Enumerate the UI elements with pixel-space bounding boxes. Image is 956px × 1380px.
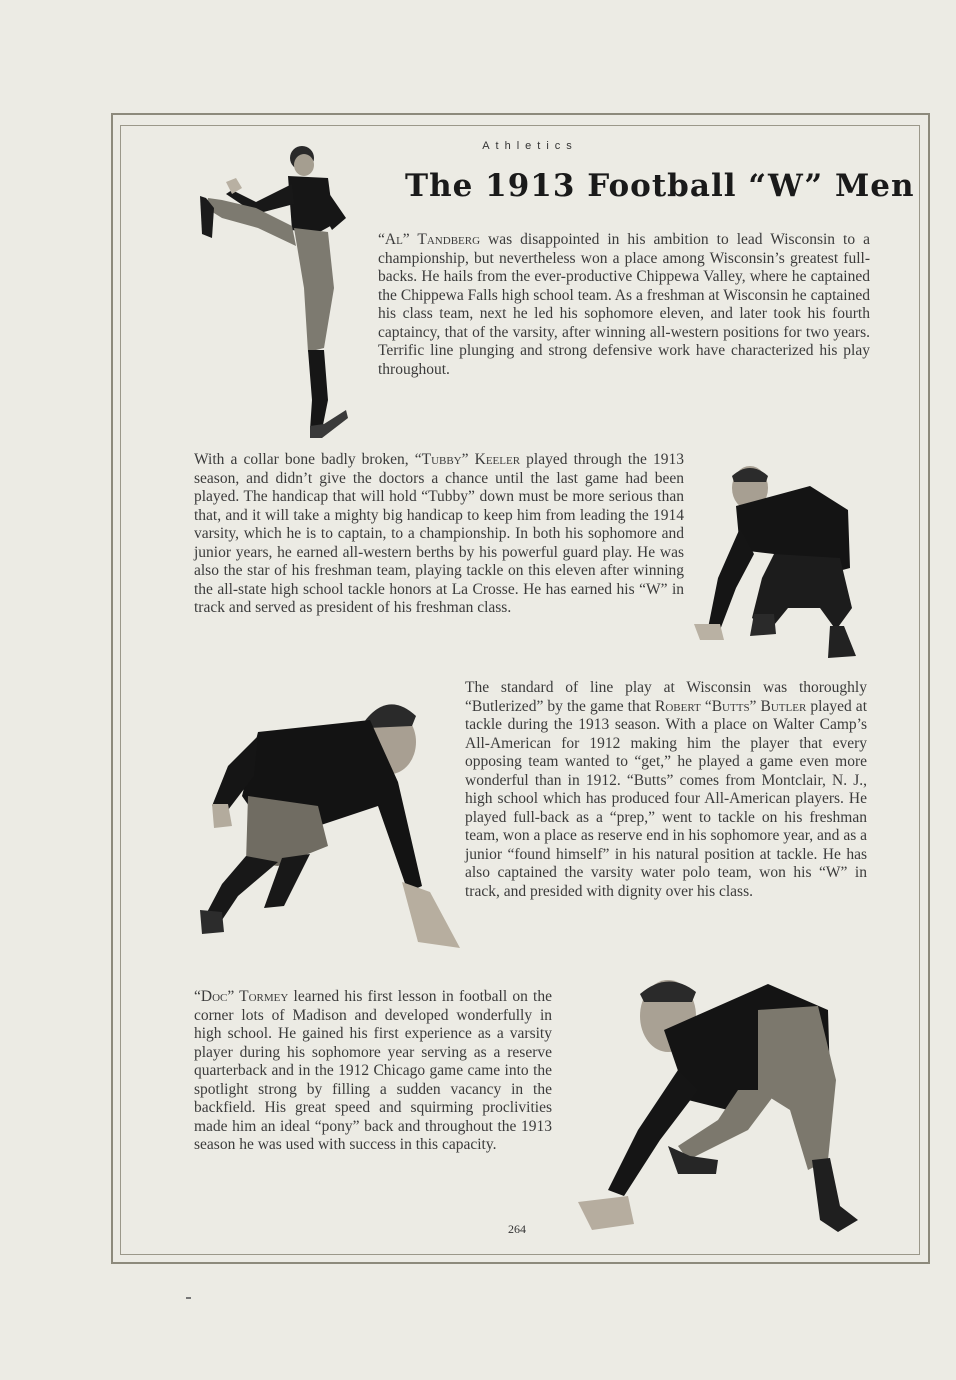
paper-speck — [186, 1297, 191, 1299]
keeler-text: played through the 1913 season, and didn’t give the doctors a chance until the last game had been played. The handicap that will hold “Tubby” down must be more serious than that, and it will take a mighty big handicap to keep him from leading the 1914 varsity, which he is to captain, to a championship. In both his sophomore and junior years, he earned all-western berths by his powerful guard play. He was also the star of his freshman team, playing tackle on this eleven after winning the all-state high school tackle honors at La Crosse. He has earned his “W” in track and served as president of his freshman class. — [194, 451, 684, 616]
keeler-photo — [690, 458, 870, 668]
tandberg-text: was disappointed in his ambition to lead Wisconsin to a championship, but nevertheless won a place among Wisconsin’s greatest full-backs. He hails from the ever-productive Chippewa Valley, where he captained the Chippewa Falls high school team. As a freshman at Wisconsin he captained his class team, next he led his sophomore eleven, and later took his fourth captaincy, that of the varsity, after winning all-western positions for two years. Terrific line plunging and strong defensive work have characterized his play throughout. — [378, 231, 870, 378]
tandberg-photo — [196, 138, 356, 443]
butler-photo — [198, 686, 460, 958]
tormey-photo — [568, 970, 868, 1240]
butler-lead: The standard of line play at Wisconsin was thoroughly “Butlerized” by the game that — [465, 679, 867, 715]
tandberg-paragraph — [378, 231, 870, 379]
butler-text: played at tackle during the 1913 season. With a place on Walter Camp’s All-American for 1912 making him the player that every opposing team wanted to “get,” he played a game even more wonderful than in 1912. “Butts” comes from Montclair, N. J., high school which has produced four All-American players. He played full-back as a “prep,” went to tackle on his freshman team, won a place as reserve end in his sophomore year, and as a junior “found himself” in his natural position at tackle. He has also captained the varsity water polo team, won his “W” in track, and presided with dignity over his class. — [465, 697, 867, 900]
tandberg-name: “Al” Tandberg — [378, 231, 481, 248]
page-number: 264 — [508, 1222, 526, 1236]
tormey-paragraph — [194, 988, 552, 1155]
section-header: Athletics — [482, 140, 578, 152]
page-title: The 1913 Football “W” Men — [405, 168, 915, 204]
keeler-name: “Tubby” Keeler — [414, 451, 521, 468]
keeler-lead: With a collar bone badly broken, — [194, 451, 415, 468]
keeler-paragraph — [194, 451, 684, 618]
butler-name: Robert “Butts” Butler — [655, 697, 807, 715]
tormey-name: “Doc” Tormey — [194, 988, 289, 1005]
butler-paragraph — [465, 679, 867, 901]
tormey-text: learned his first lesson in football on the corner lots of Madison and developed wonderfully in high school. He gained his first experience as a varsity player during his sophomore year serving as a reserve quarterback and in the 1912 Chicago game came into the spotlight strong by filling a sudden vacancy in the backfield. His great speed and squirming proclivities made him an ideal “pony” back and throughout the 1913 season he was used with success in this capacity. — [194, 988, 552, 1153]
